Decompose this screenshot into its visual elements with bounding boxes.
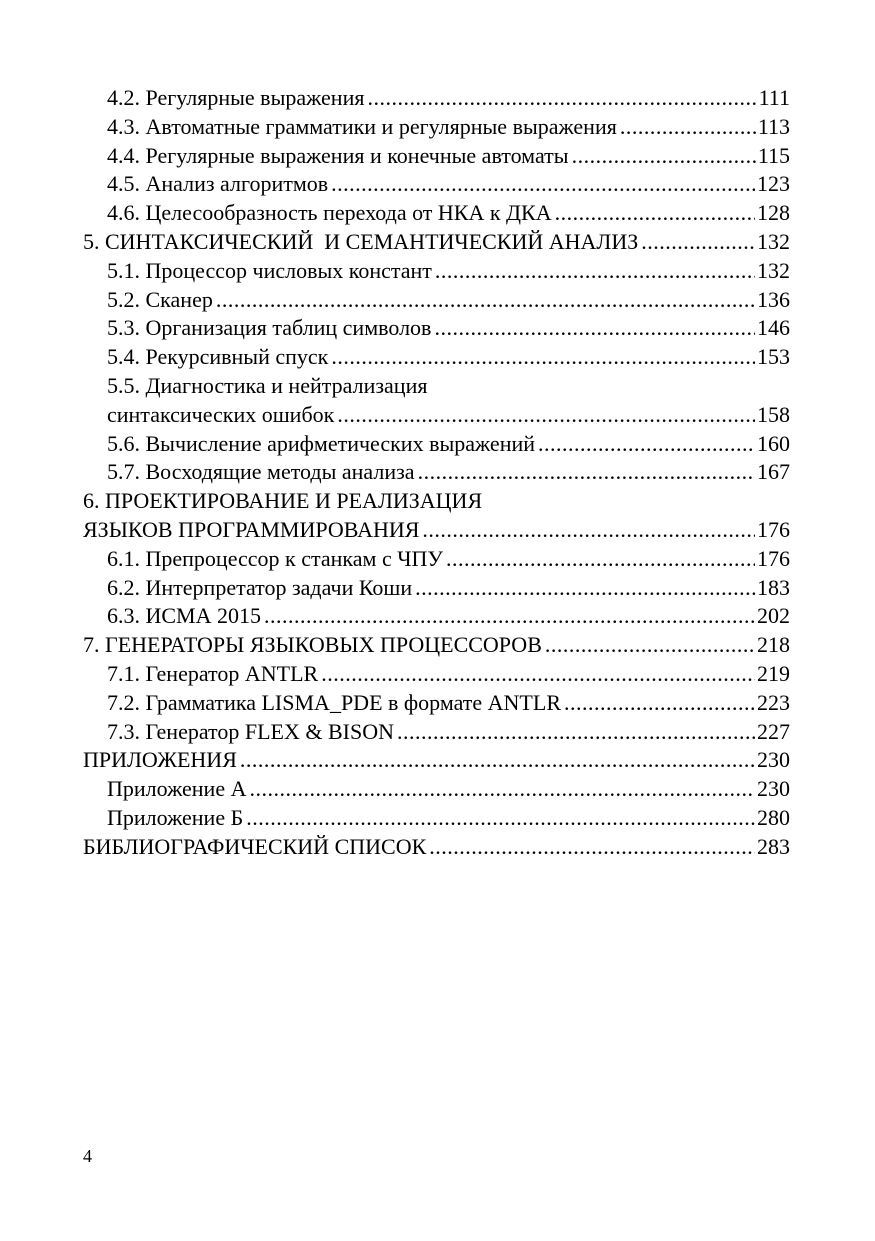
toc-entry[interactable]: [83, 257, 790, 286]
toc-entry-title: 7.3. Генератор FLEX & BISON: [107, 718, 394, 744]
toc-entry-title: 4.6. Целесообразность перехода от НКА к ДКА: [107, 200, 552, 226]
toc-entry-page: 123: [757, 171, 790, 197]
dot-leader: [240, 746, 755, 775]
toc-entry-title: 4.2. Регулярные выражения: [107, 85, 365, 110]
toc-chapter[interactable]: [83, 228, 790, 257]
toc-entry-title: 4.3. Автоматные грамматики и регулярные выражения: [107, 113, 617, 139]
toc-entry-title: 5.1. Процессор числовых констант: [107, 257, 432, 283]
toc-entry-page: 132: [757, 228, 790, 254]
dot-leader: [367, 84, 756, 113]
dot-leader: [555, 199, 755, 228]
dot-leader: [435, 257, 755, 286]
dot-leader: [246, 804, 755, 833]
toc-chapter-title: ЯЗЫКОВ ПРОГРАММИРОВАНИЯ: [83, 516, 420, 542]
toc-entry-page: 111: [758, 85, 790, 110]
dot-leader: [446, 545, 755, 574]
dot-leader: [641, 228, 755, 257]
toc-entry-multiline[interactable]: [83, 372, 790, 430]
toc-entry-title: 5.2. Сканер: [107, 286, 213, 312]
toc-entry-page: 128: [757, 200, 790, 226]
toc-entry-page: 160: [757, 430, 790, 456]
toc-chapter[interactable]: [83, 746, 790, 775]
toc-chapter-multiline[interactable]: [83, 487, 790, 545]
dot-leader: [249, 775, 755, 804]
dot-leader: [572, 142, 756, 171]
toc-entry[interactable]: [83, 545, 790, 574]
toc-chapter-title-line1: 6. ПРОЕКТИРОВАНИЕ И РЕАЛИЗАЦИЯ: [83, 488, 483, 514]
toc-entry-title: 5.7. Восходящие методы анализа: [107, 459, 415, 485]
toc-entry-page: 283: [757, 833, 790, 859]
toc-entry-title: 6.1. Препроцессор к станкам с ЧПУ: [107, 545, 443, 571]
toc-entry-title: 5.6. Вычисление арифметических выражений: [107, 430, 536, 456]
toc-entry-title: 5.3. Организация таблиц символов: [107, 315, 432, 341]
toc-chapter-title: ПРИЛОЖЕНИЯ: [83, 747, 237, 773]
toc-entry[interactable]: [83, 113, 790, 142]
toc-entry-page: 227: [757, 718, 790, 744]
toc-entry-page: 153: [757, 344, 790, 370]
toc-entry-page: 167: [757, 459, 790, 485]
toc-entry[interactable]: [83, 660, 790, 689]
toc-chapter[interactable]: [83, 833, 790, 862]
dot-leader: [538, 430, 755, 459]
toc-entry-page: 183: [757, 574, 790, 600]
dot-leader: [415, 574, 755, 603]
toc-entry[interactable]: [83, 804, 790, 833]
toc-entry[interactable]: [83, 286, 790, 315]
toc-entry[interactable]: [83, 602, 790, 631]
toc-entry-page: 280: [757, 804, 790, 830]
toc-entry-page: 230: [757, 776, 790, 802]
dot-leader: [429, 833, 755, 862]
toc-entry[interactable]: [83, 458, 790, 487]
dot-leader: [434, 314, 755, 343]
toc-entry[interactable]: [83, 775, 790, 804]
toc-entry-page: 113: [757, 113, 790, 139]
toc-entry-page: 230: [757, 747, 790, 773]
toc-entry[interactable]: [83, 343, 790, 372]
toc-entry-title: синтаксических ошибок: [107, 401, 335, 427]
toc-entry-page: 218: [757, 632, 790, 658]
dot-leader: [321, 660, 755, 689]
toc-entry-page: 176: [757, 545, 790, 571]
toc-entry[interactable]: [83, 142, 790, 171]
dot-leader: [545, 631, 755, 660]
dot-leader: [418, 458, 755, 487]
dot-leader: [264, 602, 755, 631]
toc-entry-title: 5.4. Рекурсивный спуск: [107, 344, 329, 370]
dot-leader: [564, 689, 755, 718]
toc-entry[interactable]: [83, 718, 790, 747]
toc-entry-page: 223: [757, 689, 790, 715]
toc-entry[interactable]: [83, 314, 790, 343]
page-number: 4: [83, 1146, 92, 1166]
toc-chapter-title: 7. ГЕНЕРАТОРЫ ЯЗЫКОВЫХ ПРОЦЕССОРОВ: [83, 632, 542, 658]
toc-entry[interactable]: [83, 170, 790, 199]
toc-entry[interactable]: [83, 689, 790, 718]
toc-entry[interactable]: [83, 199, 790, 228]
toc-entry-title: 6.3. ИСМА 2015: [107, 603, 262, 629]
toc-entry-title: 7.2. Грамматика LISMA_PDE в формате ANTLR: [107, 689, 561, 715]
dot-leader: [620, 113, 756, 142]
toc-entry-page: 146: [757, 315, 790, 341]
toc-entry-title-line1: 5.5. Диагностика и нейтрализация: [107, 372, 428, 398]
toc-chapter-title: 5. СИНТАКСИЧЕСКИЙ И СЕМАНТИЧЕСКИЙ АНАЛИЗ: [83, 228, 639, 254]
toc-entry-page: 158: [757, 401, 790, 427]
toc-entry-page: 219: [757, 660, 790, 686]
dot-leader: [216, 286, 755, 315]
dot-leader: [397, 718, 755, 747]
toc-entry-page: 202: [757, 603, 790, 629]
toc-entry-title: 6.2. Интерпретатор задачи Коши: [107, 574, 413, 600]
dot-leader: [331, 170, 755, 199]
dot-leader: [337, 401, 755, 430]
dot-leader: [331, 343, 755, 372]
toc-chapter[interactable]: [83, 631, 790, 660]
toc-entry-page: 115: [757, 142, 790, 168]
dot-leader: [422, 516, 755, 545]
toc-entry-title: 4.4. Регулярные выражения и конечные автоматы: [107, 142, 569, 168]
toc-entry-page: 136: [757, 286, 790, 312]
toc-entry[interactable]: [83, 430, 790, 459]
toc-entry-page: 132: [757, 257, 790, 283]
table-of-contents: [83, 84, 790, 862]
toc-entry-title: 7.1. Генератор ANTLR: [107, 660, 319, 686]
toc-entry[interactable]: [83, 574, 790, 603]
toc-entry-page: 176: [757, 516, 790, 542]
toc-entry-title: Приложение А: [107, 776, 247, 802]
toc-entry-title: Приложение Б: [107, 804, 244, 830]
toc-entry[interactable]: [83, 84, 790, 113]
toc-chapter-title: БИБЛИОГРАФИЧЕСКИЙ СПИСОК: [83, 833, 427, 859]
toc-entry-title: 4.5. Анализ алгоритмов: [107, 171, 329, 197]
